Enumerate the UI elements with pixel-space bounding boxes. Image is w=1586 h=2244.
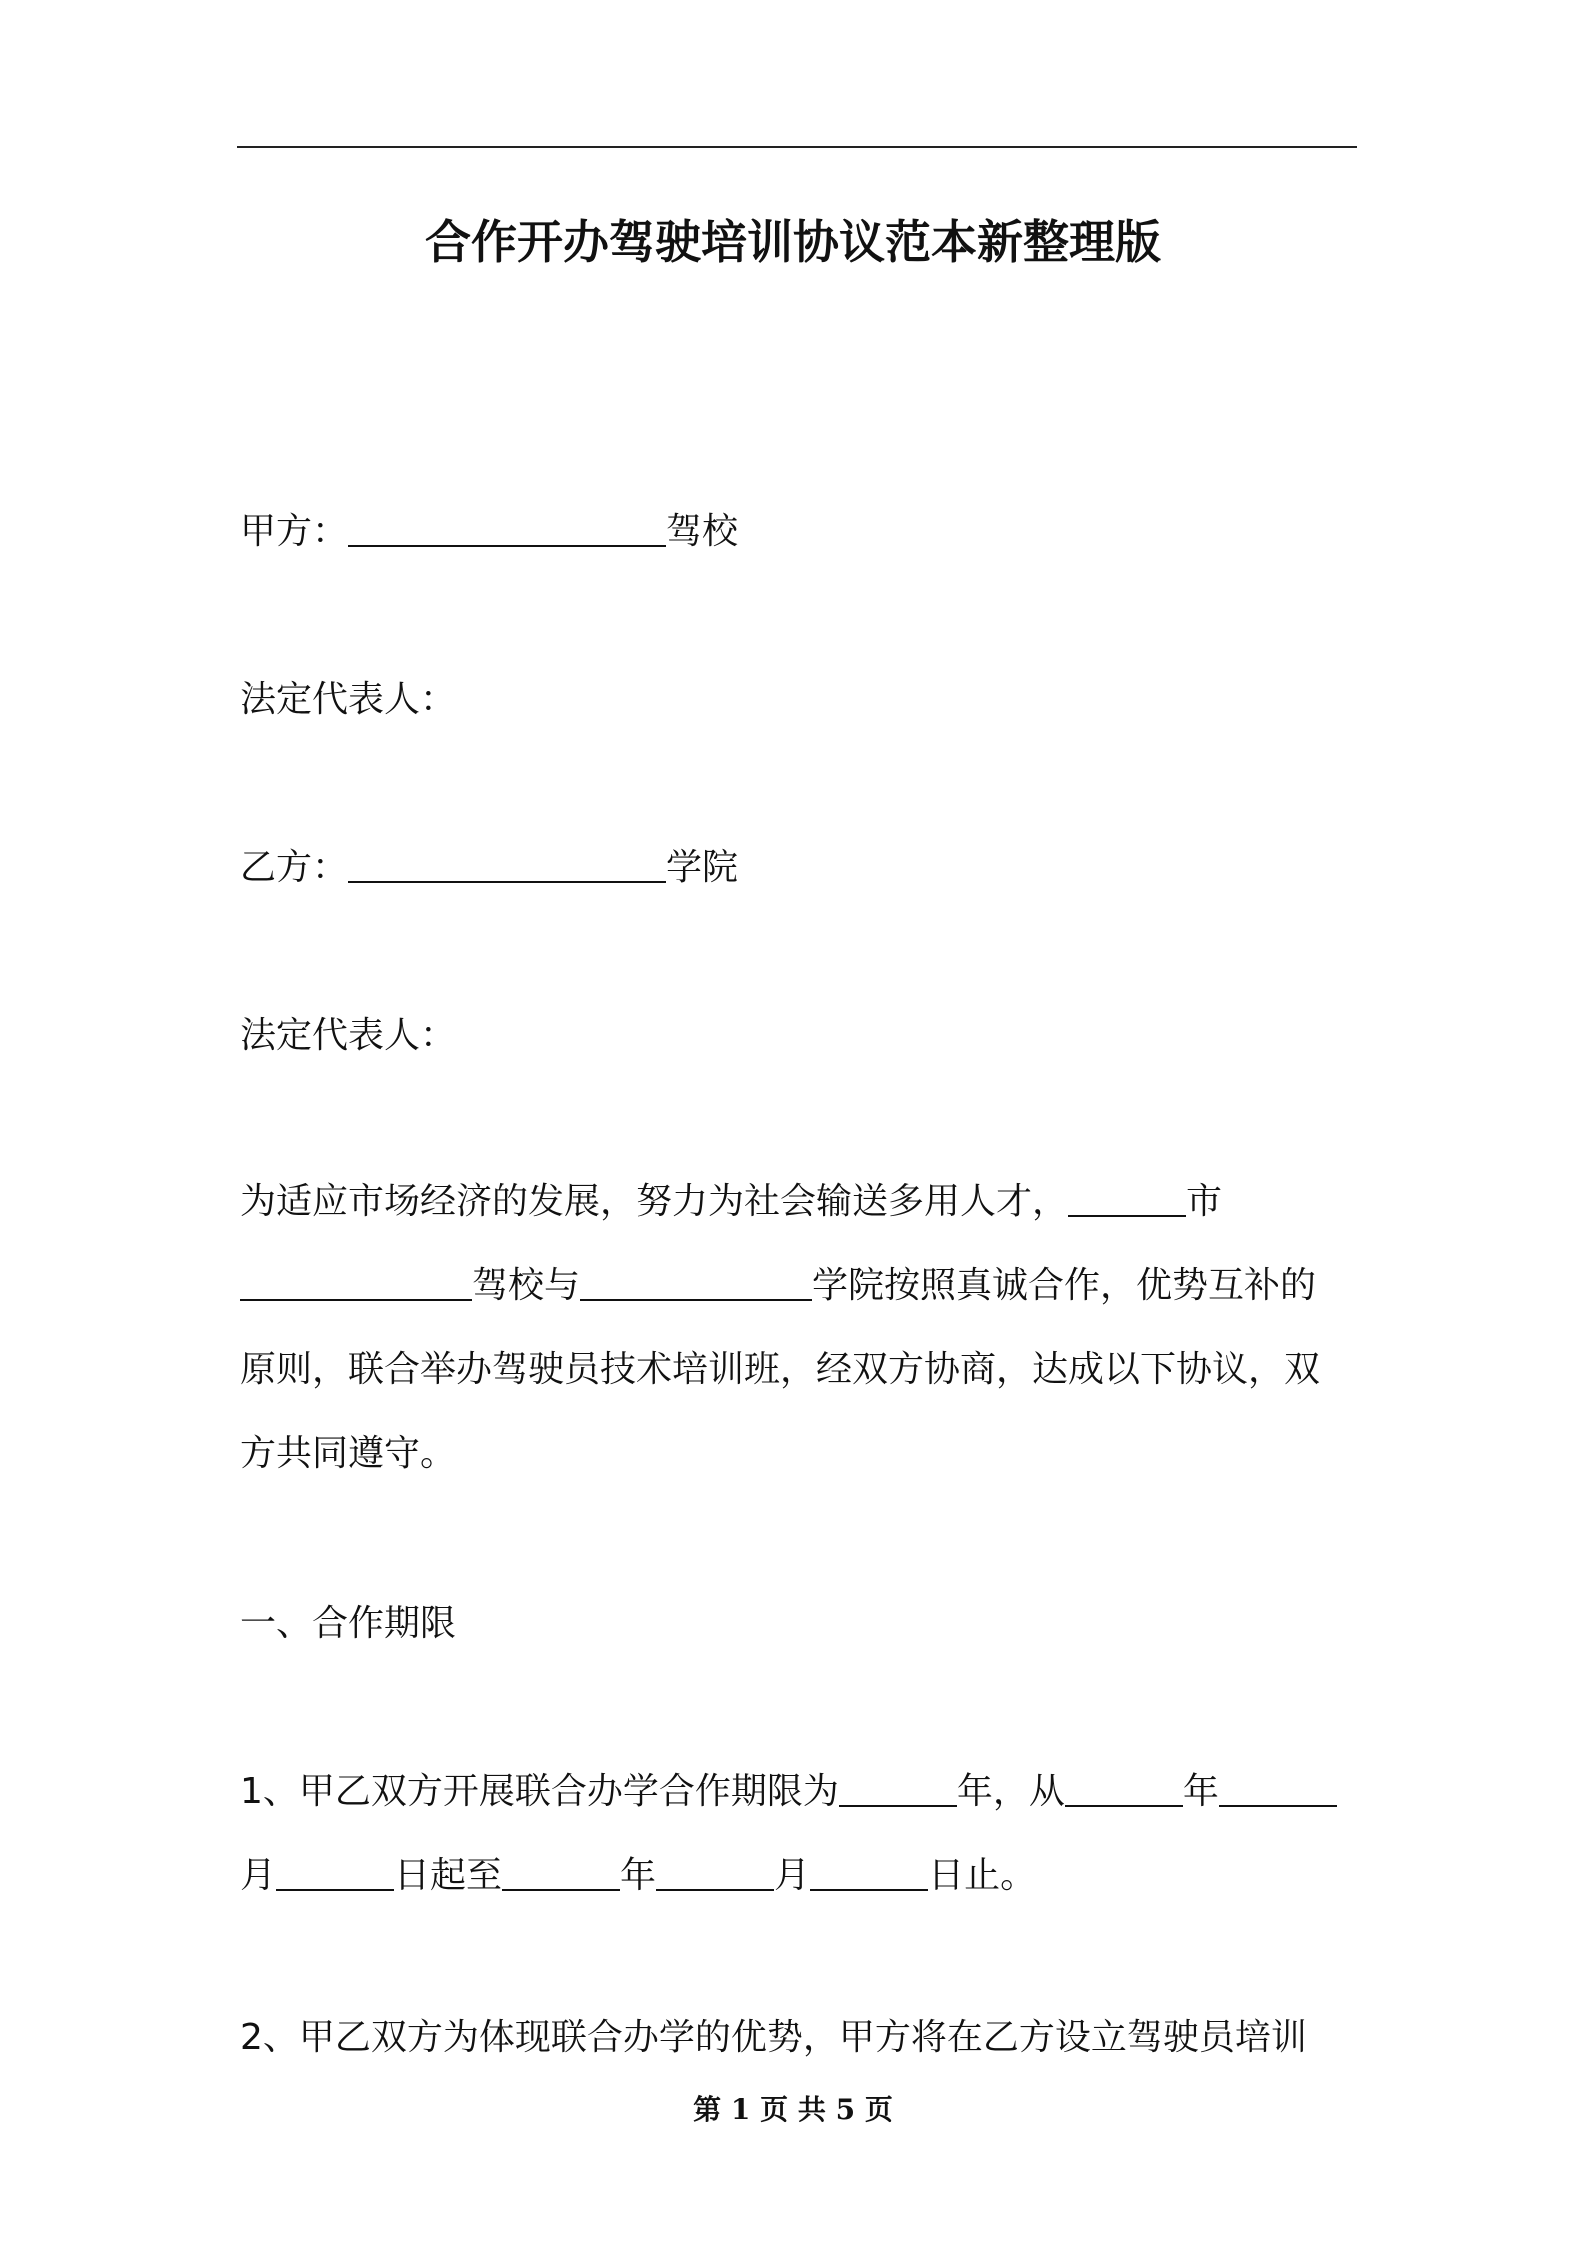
start-year-blank xyxy=(1065,1769,1183,1807)
legal-rep-b-line xyxy=(240,1012,456,1060)
section-1-heading xyxy=(240,1600,456,1648)
clause-2-text-1: 2、甲乙双方为体现联合办学的优势，甲方将在乙方设立驾驶员培训 xyxy=(240,2017,1307,2058)
party-a-blank xyxy=(348,509,666,547)
party-b-blank xyxy=(348,845,666,883)
clause-2-line-1 xyxy=(240,2014,1307,2062)
legal-rep-a-line xyxy=(240,676,456,724)
intro-text-1b: 市 xyxy=(1186,1181,1223,1222)
legal-rep-a-label: 法定代表人： xyxy=(240,679,457,720)
end-year-blank xyxy=(502,1853,620,1891)
clause-1-text-2c: 年 xyxy=(620,1855,657,1896)
clause-1-text-1c: 年 xyxy=(1182,1771,1219,1812)
years-blank xyxy=(839,1769,957,1807)
party-a-line xyxy=(240,508,738,556)
clause-1-text-2a: 月 xyxy=(240,1855,277,1896)
party-b-suffix: 学院 xyxy=(666,847,739,888)
end-day-blank xyxy=(810,1853,928,1891)
clause-1-line-2 xyxy=(240,1852,1036,1900)
clause-1-text-2e: 日止。 xyxy=(928,1855,1037,1896)
party-b-line xyxy=(240,844,738,892)
city-blank xyxy=(1068,1179,1186,1217)
clause-1-line-1 xyxy=(240,1768,1337,1816)
intro-text-4: 方共同遵守。 xyxy=(240,1433,457,1474)
school-blank xyxy=(240,1263,472,1301)
intro-line-2 xyxy=(240,1262,1316,1310)
clause-1-text-2d: 月 xyxy=(774,1855,811,1896)
header-rule xyxy=(237,146,1357,148)
section-1-heading-text: 一、合作期限 xyxy=(240,1603,457,1644)
page-footer: 第 1 页 共 5 页 xyxy=(693,2093,893,2126)
intro-text-2a: 驾校与 xyxy=(472,1265,581,1306)
intro-line-1 xyxy=(240,1178,1222,1226)
intro-line-4 xyxy=(240,1430,456,1478)
legal-rep-b-label: 法定代表人： xyxy=(240,1015,457,1056)
intro-line-3 xyxy=(240,1346,1320,1394)
intro-text-2b: 学院按照真诚合作，优势互补的 xyxy=(812,1265,1317,1306)
intro-text-1a: 为适应市场经济的发展，努力为社会输送多用人才， xyxy=(240,1181,1069,1222)
clause-1-text-1b: 年，从 xyxy=(956,1771,1065,1812)
page-title: 合作开办驾驶培训协议范本新整理版 xyxy=(425,215,1161,269)
intro-text-3: 原则，联合举办驾驶员技术培训班，经双方协商，达成以下协议，双 xyxy=(240,1349,1321,1390)
start-month-blank-a xyxy=(1219,1769,1337,1807)
college-blank xyxy=(580,1263,812,1301)
party-a-suffix: 驾校 xyxy=(666,511,739,552)
party-a-label: 甲方： xyxy=(240,511,349,552)
clause-1-text-1a: 1、甲乙双方开展联合办学合作期限为 xyxy=(240,1771,839,1812)
clause-1-text-2b: 日起至 xyxy=(394,1855,503,1896)
end-month-blank xyxy=(656,1853,774,1891)
start-day-blank xyxy=(276,1853,394,1891)
party-b-label: 乙方： xyxy=(240,847,349,888)
